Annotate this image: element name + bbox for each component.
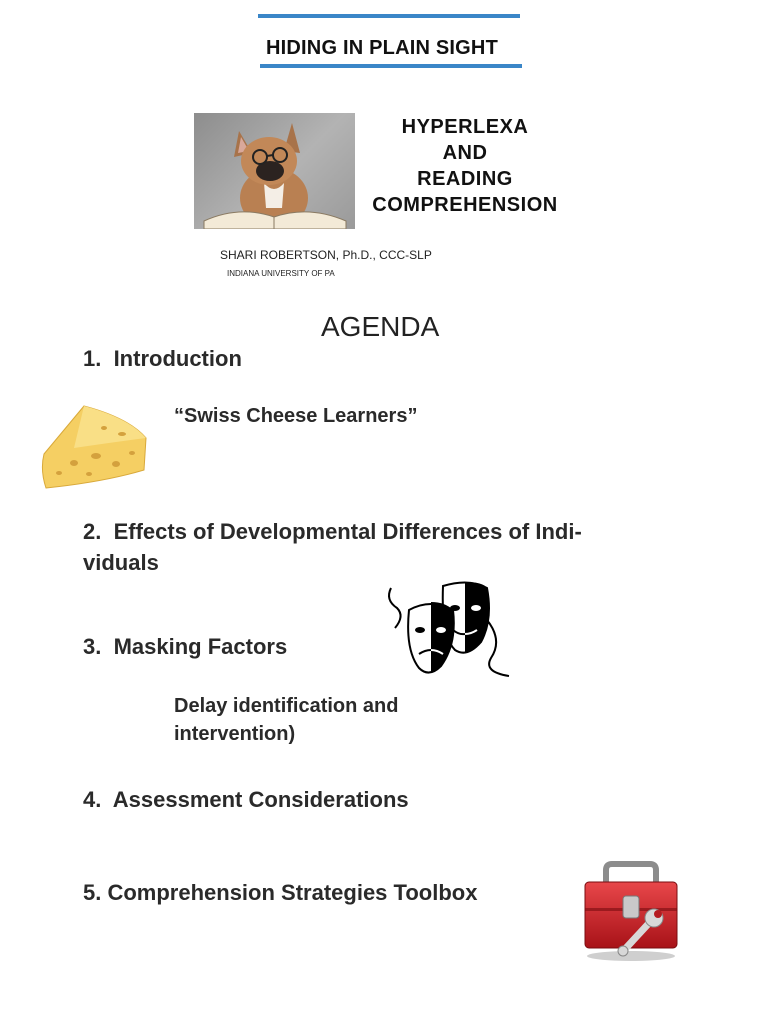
dog-icon bbox=[194, 113, 355, 229]
title-rule-bottom bbox=[260, 64, 522, 68]
agenda-item-effects bbox=[83, 516, 582, 578]
subtitle-line: READING bbox=[417, 168, 513, 190]
swiss-cheese-note: “Swiss Cheese Learners” bbox=[174, 405, 418, 427]
masking-note-line1: Delay identification and bbox=[174, 695, 399, 717]
subtitle-line: COMPREHENSION bbox=[372, 194, 558, 216]
swiss-cheese-image bbox=[34, 398, 158, 494]
masking-note bbox=[174, 692, 398, 748]
theater-masks-icon bbox=[383, 580, 515, 682]
cheese-icon bbox=[34, 398, 158, 494]
subtitle-line: AND bbox=[442, 142, 488, 164]
agenda-item-masking: 3. Masking Factors bbox=[83, 634, 288, 659]
masking-note-line2: intervention) bbox=[174, 723, 296, 745]
agenda-item-assessment: 4. Assessment Considerations bbox=[83, 787, 409, 812]
toolbox-image bbox=[580, 860, 682, 964]
dog-reading-photo bbox=[194, 113, 355, 229]
agenda-item-effects-line1: 2. Effects of Developmental Differences of Indi- bbox=[83, 519, 582, 544]
author-affiliation: INDIANA UNIVERSITY OF PA bbox=[227, 269, 335, 278]
banner-title: HIDING IN PLAIN SIGHT bbox=[266, 37, 498, 59]
subtitle-line: HYPERLEXA bbox=[401, 116, 529, 138]
agenda-item-effects-line2: viduals bbox=[83, 550, 159, 575]
agenda-title: AGENDA bbox=[321, 311, 440, 342]
agenda-item-toolbox: 5. Comprehension Strategies Toolbox bbox=[83, 880, 478, 905]
theater-masks-image bbox=[383, 580, 515, 682]
subtitle bbox=[355, 114, 575, 218]
toolbox-icon bbox=[580, 860, 682, 964]
agenda-item-introduction: 1. Introduction bbox=[83, 346, 242, 371]
title-rule-top bbox=[258, 14, 520, 18]
author-name: SHARI ROBERTSON, Ph.D., CCC-SLP bbox=[220, 248, 432, 262]
